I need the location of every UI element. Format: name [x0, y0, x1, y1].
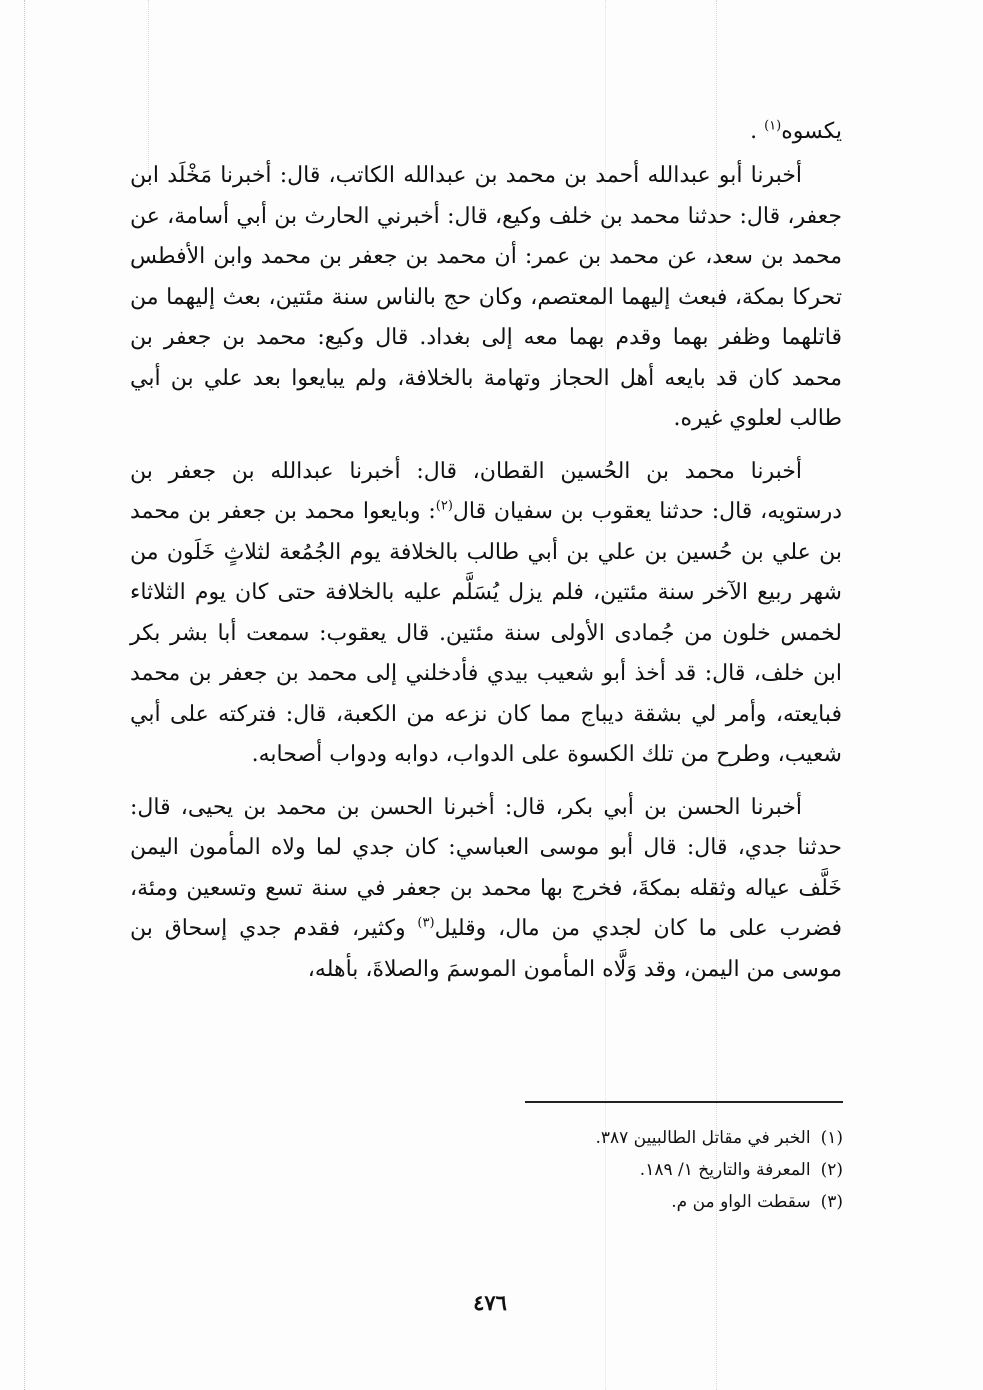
- footnote-number: (١): [820, 1128, 843, 1148]
- footnote-ref-3: (٣): [417, 915, 435, 931]
- footnote-text: سقطت الواو من م.: [671, 1192, 811, 1212]
- paragraph-2-after: : وبايعوا محمد بن جعفر بن محمد بن علي بن حُسين بن علي بن أبي طالب بالخلافة يوم الجُمُعة لثلاثٍ خَلَون من شهر ربيع الآخر سنة مئتين، فلم يزل يُسَلَّم عليه بالخلافة حتى كان يوم الثلاثاء لخمس خلون من جُمادى الأولى سنة مئتين. قال يعقوب: سمعت أبا بشر بكر ابن خلف، قال: قد أخذ أبو شعيب بيدي فأدخلني إلى محمد بن جعفر بن محمد فبايعته، وأمر لي بشقة ديباج مما كان نزعه من الكعبة، قال: فتركته على أبي شعيب، وطرح من تلك الكسوة على الدواب، دوابه ودواب أصحابه.: [130, 499, 842, 767]
- paragraph-2-before: أخبرنا محمد بن الحُسين القطان، قال: أخبرنا عبدالله بن جعفر بن درستويه، قال: حدثنا يعقوب بن سفيان قال: [130, 458, 843, 524]
- footnote-item: [430, 1154, 843, 1186]
- opening-line: [130, 112, 842, 152]
- opening-text: يكسوه: [781, 119, 842, 144]
- page-number: ٤٧٦: [473, 1290, 507, 1315]
- scan-top-mark: [148, 0, 149, 180]
- footnote-item: [430, 1122, 843, 1154]
- footnote-text: الخبر في مقاتل الطالبيين ٣٨٧.: [595, 1128, 811, 1148]
- paragraph-1: أخبرنا أبو عبدالله أحمد بن محمد بن عبدالله الكاتب، قال: أخبرنا مَخْلَد ابن جعفر، قال: حدثنا محمد بن خلف وكيع، قال: أخبرني الحارث بن أبي أسامة، عن محمد بن سعد، عن محمد بن عمر: أن محمد بن جعفر بن محمد وابن الأفطس تحركا بمكة، فبعث إليهما المعتصم، وكان حج بالناس سنة مئتين، بعث إليهما من قاتلهما وظفر بهما وقدم بهما معه إلى بغداد. قال وكيع: محمد بن جعفر بن محمد كان قد بايعه أهل الحجاز وتهامة بالخلافة، ولم يبايعوا بعد علي بن أبي طالب لعلوي غيره.: [130, 163, 842, 431]
- paragraph-3-after: وكثير، فقدم جدي إسحاق بن موسى من اليمن، وقد وَلَّاه المأمون الموسمَ والصلاةَ، بأهله،: [130, 916, 842, 982]
- footnote-number: (٣): [820, 1192, 843, 1212]
- footnote-number: (٢): [820, 1160, 843, 1180]
- paragraph-3: [130, 788, 842, 991]
- scan-edge-mark: [24, 0, 25, 1390]
- footnote-divider: [525, 1101, 843, 1103]
- footnote-ref-2: (٢): [435, 498, 453, 514]
- paragraph-2: [130, 452, 842, 776]
- footnotes: [430, 1122, 843, 1218]
- footnote-ref-1: (١): [764, 118, 782, 134]
- paragraph-3-before: أخبرنا الحسن بن أبي بكر، قال: أخبرنا الحسن بن محمد بن يحيى، قال: حدثنا جدي، قال: قال أبو موسى العباسي: كان جدي لما ولاه المأمون اليمن خَلَّف عياله وثقله بمكةَ، فخرج بها محمد بن جعفر في سنة تسع وتسعين ومئة، فضرب على ما كان لجدي من مال، وقليل: [130, 794, 842, 941]
- opening-end: .: [750, 119, 765, 144]
- footnote-text: المعرفة والتاريخ ١/ ١٨٩.: [639, 1160, 811, 1180]
- footnote-item: [430, 1186, 843, 1218]
- main-text: [130, 156, 842, 990]
